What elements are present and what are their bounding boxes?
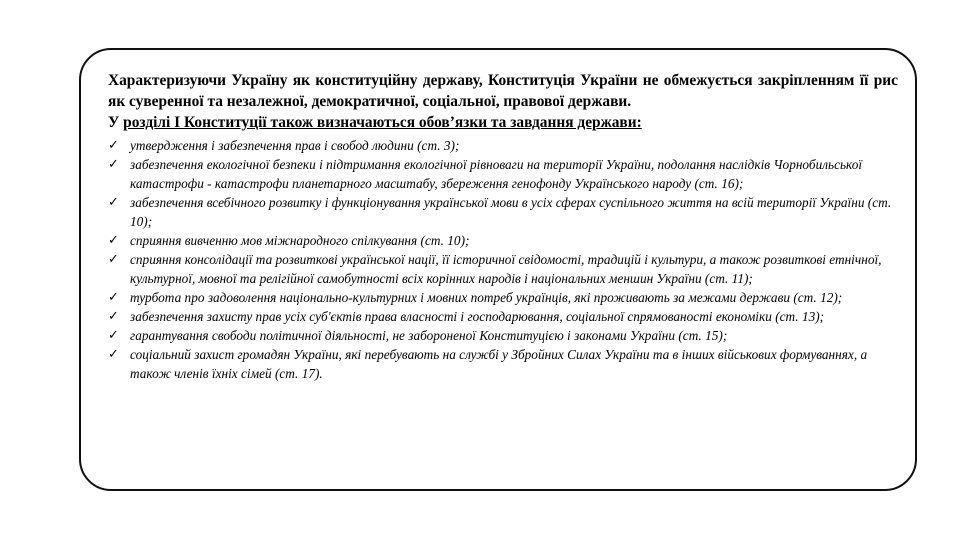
- list-item-text: соціальний захист громадян України, які перебувають на службі у Збройних Силах України та в інших військових формуваннях, а також членів їхніх сімей (ст. 17).: [130, 347, 868, 381]
- list-item-text: утвердження і забезпечення прав і свобод людини (ст. 3);: [130, 138, 460, 153]
- list-item-text: сприяння вивченню мов міжнародного спілкування (ст. 10);: [130, 233, 470, 248]
- list-item: [108, 307, 898, 326]
- list-item: [108, 345, 898, 383]
- checkmark-icon: ✓: [108, 328, 119, 343]
- list-item: [108, 193, 898, 231]
- checkmark-icon: ✓: [108, 233, 119, 248]
- intro-line-3-underlined: розділі І Конституції також визначаються обов’язки та завдання держави:: [123, 114, 642, 131]
- list-item-text: забезпечення екологічної безпеки і підтримання екологічної рівноваги на території України, подолання наслідків Чорнобильської катастрофи - катастрофи планетарного масштабу, збереження генофонду Українського народу (ст. 16);: [130, 157, 863, 191]
- checkmark-icon: ✓: [108, 157, 119, 172]
- checkmark-icon: ✓: [108, 309, 119, 324]
- duties-list: [108, 136, 898, 383]
- list-item: [108, 326, 898, 345]
- list-item: [108, 231, 898, 250]
- checkmark-icon: ✓: [108, 347, 119, 362]
- intro-line-1: Характеризуючи Україну як конституційну державу, Конституція України не обмежується: [108, 72, 753, 89]
- list-item-text: сприяння консолідації та розвиткові української нації, її історичної свідомості, традицій і культури, а також розвиткові етнічної, культурної, мовної та релігійної самобутності всіх корінних народів і національних меншин України (ст. 11);: [130, 252, 882, 286]
- list-item-text: гарантування свободи політичної діяльності, не забороненої Конституцією і законами України (ст. 15);: [130, 328, 728, 343]
- list-item-text: забезпечення захисту прав усіх суб'єктів права власності і господарювання, соціальної спрямованості економіки (ст. 13);: [130, 309, 825, 324]
- list-item-text: турбота про задоволення національно-культурних і мовних потреб українців, які проживають за межами держави (ст. 12);: [130, 290, 843, 305]
- checkmark-icon: ✓: [108, 138, 119, 153]
- checkmark-icon: ✓: [108, 195, 119, 210]
- list-item: [108, 136, 898, 155]
- checkmark-icon: ✓: [108, 252, 119, 267]
- list-item-text: забезпечення всебічного розвитку і функціонування української мови в усіх сферах суспільного життя на всій території України (ст. 10);: [130, 195, 892, 229]
- intro-line-2: закріпленням її рис як суверенної та незалежної, демократичної, соціальної, правової держави.: [108, 72, 898, 110]
- list-item: [108, 155, 898, 193]
- intro-line-3-prefix: У: [108, 114, 124, 131]
- text-block: [108, 70, 898, 383]
- intro-paragraph: [108, 70, 898, 133]
- checkmark-icon: ✓: [108, 290, 119, 305]
- list-item: [108, 288, 898, 307]
- list-item: [108, 250, 898, 288]
